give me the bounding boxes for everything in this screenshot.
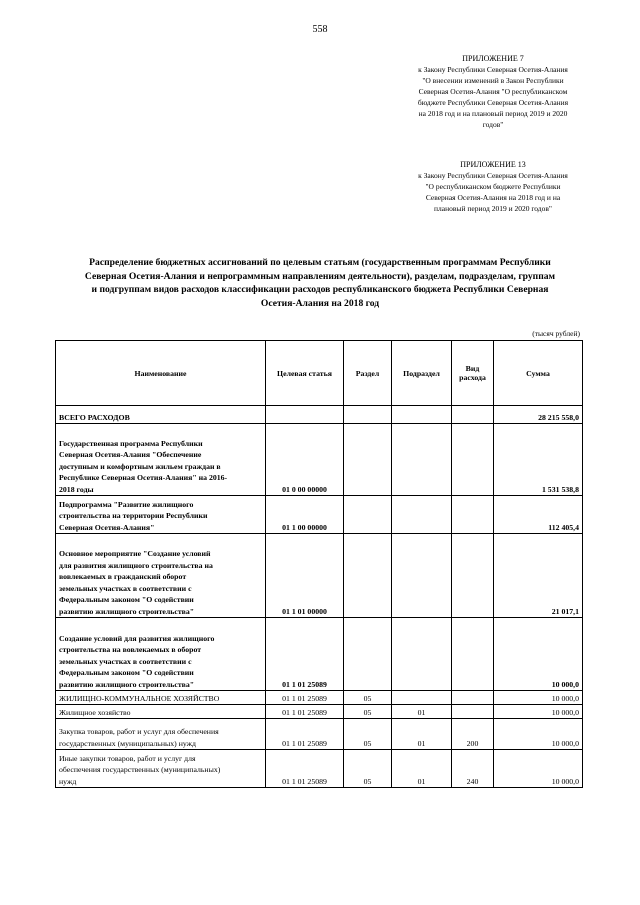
cell-sum: 10 000,0 [494, 705, 583, 719]
appendix-7-heading: ПРИЛОЖЕНИЕ 7 [462, 54, 524, 63]
appendix-7-line: годов" [482, 120, 504, 129]
header-subsection: Подраздел [392, 341, 452, 406]
table-row [56, 534, 583, 618]
cell-name-line: строительства на территории Республики [59, 511, 208, 520]
table-body [56, 406, 583, 788]
cell-name-line: вовлекаемых в гражданский оборот [59, 572, 187, 581]
cell-section: 05 [344, 719, 392, 750]
appendix-13-line: плановый период 2019 и 2020 годов" [434, 204, 552, 213]
cell-name-line: обеспечения государственных (муниципальных) [59, 765, 221, 774]
document-title [50, 256, 590, 310]
cell-expense-type [452, 534, 494, 618]
cell-name-line: доступным и комфортным жильем граждан в [59, 461, 221, 471]
cell-name-line: земельных участках в соответствии с [59, 656, 192, 666]
cell-name [56, 534, 266, 618]
cell-expense-type [452, 406, 494, 424]
cell-target-article: 01 1 01 25089 [266, 618, 344, 691]
cell-sum: 10 000,0 [494, 719, 583, 750]
cell-name-line: Государственная программа Республики [59, 438, 203, 448]
cell-name-line: Федеральным законом "О содействии [59, 668, 194, 677]
cell-name-line: Республике Северная Осетия-Алания" на 2016- [59, 473, 228, 482]
cell-subsection [392, 618, 452, 691]
appendix-7-line: "О внесении изменений в Закон Республики [422, 76, 564, 85]
cell-subsection [392, 406, 452, 424]
cell-name-line: государственных (муниципальных) нужд [59, 738, 197, 748]
page-number: 558 [312, 24, 328, 35]
header-sum: Сумма [494, 341, 583, 406]
cell-sum: 21 017,1 [494, 534, 583, 618]
cell-name-line: 2018 годы [59, 484, 94, 494]
cell-name-line: Подпрограмма "Развитие жилищного [59, 499, 194, 509]
cell-sum: 1 531 538,8 [494, 424, 583, 496]
cell-subsection: 01 [392, 719, 452, 750]
appendix-7-line: к Закону Республики Северная Осетия-Алания [418, 65, 568, 74]
cell-name [56, 719, 266, 750]
cell-subsection: 01 [392, 705, 452, 719]
cell-sum: 28 215 558,0 [494, 406, 583, 424]
cell-name-line: нужд [59, 776, 77, 786]
cell-sum: 10 000,0 [494, 618, 583, 691]
cell-name [56, 618, 266, 691]
cell-section: 05 [344, 691, 392, 705]
cell-sum: 10 000,0 [494, 691, 583, 705]
cell-sum: 10 000,0 [494, 750, 583, 788]
table-row [56, 424, 583, 496]
table-row [56, 496, 583, 534]
appendix-7-line: на 2018 год и на плановый период 2019 и 2020 [418, 109, 568, 118]
cell-section [344, 618, 392, 691]
cell-target-article: 01 1 01 25089 [266, 705, 344, 719]
cell-name-line: ВСЕГО РАСХОДОВ [59, 412, 130, 422]
appendix-13-line: Северная Осетия-Алания на 2018 год и на [425, 193, 561, 202]
table-row [56, 719, 583, 750]
cell-sum: 112 405,4 [494, 496, 583, 534]
cell-name [56, 750, 266, 788]
appendix-7-line: бюджете Республики Северная Осетия-Алания [417, 98, 569, 107]
cell-target-article: 01 1 00 00000 [266, 496, 344, 534]
table-row [56, 705, 583, 719]
cell-name-line: Закупка товаров, работ и услуг для обеспечения [59, 727, 219, 736]
cell-name-line: строительства на вовлекаемых в оборот [59, 645, 202, 654]
appendix-13-block [393, 159, 593, 214]
table-header-row [56, 341, 583, 406]
cell-expense-type: 240 [452, 750, 494, 788]
cell-name-line: ЖИЛИЩНО-КОММУНАЛЬНОЕ ХОЗЯЙСТВО [59, 693, 220, 703]
cell-target-article: 01 1 01 25089 [266, 750, 344, 788]
cell-name [56, 424, 266, 496]
cell-name [56, 705, 266, 719]
cell-target-article [266, 406, 344, 424]
cell-expense-type [452, 618, 494, 691]
cell-expense-type [452, 705, 494, 719]
cell-section [344, 496, 392, 534]
units-label: (тысяч рублей) [532, 329, 580, 338]
cell-name-line: Северная Осетия-Алания "Обеспечение [59, 450, 202, 459]
budget-table [55, 340, 583, 788]
cell-expense-type [452, 691, 494, 705]
header-target-article: Целевая статья [266, 341, 344, 406]
cell-section: 05 [344, 750, 392, 788]
cell-target-article: 01 1 01 00000 [266, 534, 344, 618]
cell-target-article: 01 1 01 25089 [266, 691, 344, 705]
appendix-13-line: "О республиканском бюджете Республики [425, 182, 561, 191]
appendix-13-heading: ПРИЛОЖЕНИЕ 13 [460, 160, 526, 169]
table-row [56, 691, 583, 705]
document-title-line: Осетия-Алания на 2018 год [260, 297, 380, 309]
cell-name [56, 406, 266, 424]
cell-name-line: Северная Осетия-Алания" [59, 522, 155, 532]
cell-name-line: земельных участках в соответствии с [59, 583, 192, 593]
cell-name-line: Основное мероприятие "Создание условий [59, 549, 211, 558]
cell-subsection [392, 691, 452, 705]
cell-name [56, 496, 266, 534]
cell-section: 05 [344, 705, 392, 719]
cell-expense-type [452, 424, 494, 496]
cell-name-line: развитию жилищного строительства" [59, 679, 195, 689]
table-row [56, 406, 583, 424]
cell-section [344, 424, 392, 496]
header-section: Раздел [344, 341, 392, 406]
header-expense-type: Вид расхода [452, 341, 494, 406]
cell-expense-type [452, 496, 494, 534]
cell-subsection [392, 424, 452, 496]
cell-name-line: развитию жилищного строительства" [59, 606, 195, 616]
cell-name [56, 691, 266, 705]
cell-name-line: Жилищное хозяйство [59, 707, 131, 717]
table-row [56, 618, 583, 691]
header-name: Наименование [56, 341, 266, 406]
cell-section [344, 406, 392, 424]
appendix-7-block [393, 53, 593, 130]
cell-target-article: 01 1 01 25089 [266, 719, 344, 750]
cell-subsection [392, 496, 452, 534]
document-title-line: Распределение бюджетных ассигнований по целевым статьям (государственным программам Республики [89, 257, 551, 268]
appendix-13-line: к Закону Республики Северная Осетия-Алания [418, 171, 568, 180]
cell-name-line: Иные закупки товаров, работ и услуг для [59, 753, 196, 763]
cell-section [344, 534, 392, 618]
cell-name-line: Федеральным законом "О содействии [59, 595, 194, 604]
cell-expense-type: 200 [452, 719, 494, 750]
document-title-line: и подгруппам видов расходов классификации расходов республиканского бюджета Республики Северная [91, 284, 549, 295]
cell-target-article: 01 0 00 00000 [266, 424, 344, 496]
document-title-line: Северная Осетия-Алания и непрограммным направлениям деятельности), разделам, подразделам, группам [84, 270, 556, 282]
cell-name-line: для развития жилищного строительства на [59, 560, 213, 570]
cell-name-line: Создание условий для развития жилищного [59, 633, 215, 643]
table-row [56, 750, 583, 788]
cell-subsection: 01 [392, 750, 452, 788]
cell-subsection [392, 534, 452, 618]
appendix-7-line: Северная Осетия-Алания "О республиканском [418, 87, 568, 96]
